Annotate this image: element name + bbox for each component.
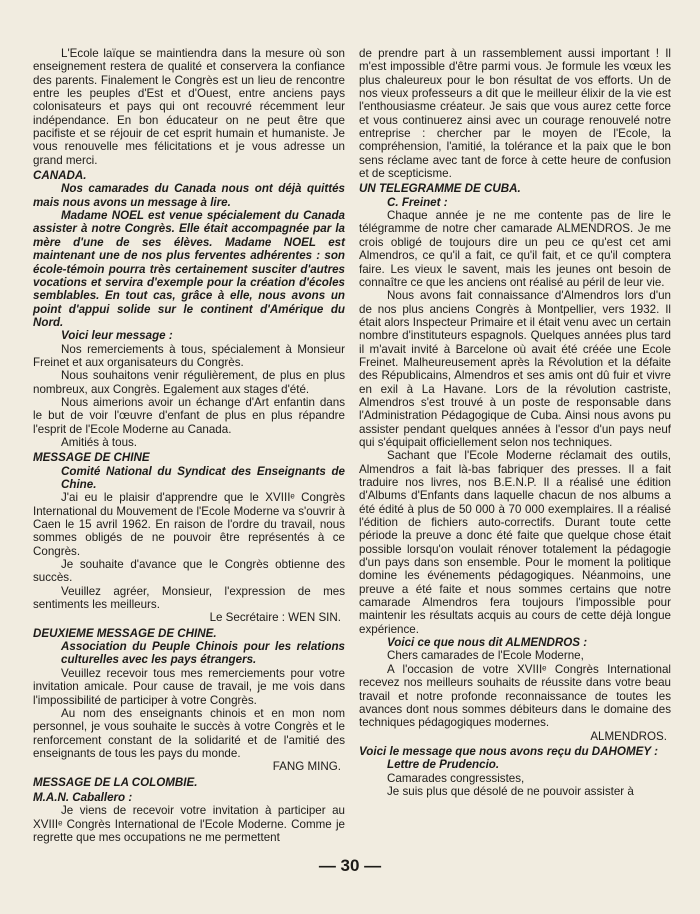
paragraph: Camarades congressistes, (387, 771, 525, 785)
paragraph: Chers camarades de l'Ecole Moderne, (387, 649, 584, 663)
paragraph: ALMENDROS. (590, 729, 667, 743)
paragraph: Au nom des enseignants chinois et en mon nom personnel, je vous souhaite le succès à votre Congrès et le renforcement constant de la solidarité et de l'amitié des enseignants de tous les pays du monde. (33, 706, 345, 760)
paragraph: Comité National du Syndicat des Enseignants de Chine. (61, 464, 345, 491)
paragraph: FANG MING. (272, 760, 341, 774)
paragraph: Je suis plus que désolé de ne pouvoir assister à (387, 784, 634, 798)
paragraph: MESSAGE DE CHINE (33, 451, 150, 465)
page-number: — 30 — (318, 856, 382, 875)
paragraph: Je souhaite d'avance que le Congrès obtienne des succès. (33, 558, 345, 585)
paragraph: Lettre de Prudencio. (387, 758, 500, 772)
paragraph: A l'occasion de votre XVIIIᵉ Congrès International recevez nos meilleurs souhaits de réussite dans votre beau travail et notre profonde reconnaissance de toutes les avances dont nous sommes débiteurs dans le domaine des techniques pédagogiques modernes. (359, 662, 671, 730)
right-column (359, 47, 671, 798)
paragraph: Veuillez recevoir tous mes remerciements pour votre invitation amicale. Pour cause de travail, je me vois dans l'impossibilité de participer à votre Congrès. (33, 666, 345, 707)
left-column (33, 47, 345, 844)
paragraph: DEUXIEME MESSAGE DE CHINE. (33, 626, 217, 640)
paragraph: Sachant que l'Ecole Moderne réclamait des outils, Almendros a fait là-bas fabriquer des presses. Il a fait traduire nos livres, nos B.E.N.P. Il a réalisé une édition d'Albums d'Enfants dans laquelle chacun de nos albums a été édité à plus de 50 000 à 70 000 exemplaires. Il a réalisé l'édition de fichiers auto-correctifs. Durant toute cette période la preuve a donc été faite que quelque chose était possible lorsqu'on voulait rénover totalement la pédagogie d'un pays dans son ensemble. Pour le moment la politique domine les événements pédagogiques. Néanmoins, une preuve a été faite et nous sommes certains que notre camarade Almendros fera toujours l'impossible pour maintenir les résultats acquis au cours de cette déjà longue expérience. (359, 449, 671, 636)
paragraph: Chaque année je ne me contente pas de lire le télégramme de notre cher camarade ALMENDROS. Je me crois obligé de toujours dire un peu ce qu'est cet ami Almendros, ce qu'il a fait, ce qu'il fait, et ce qu'il comptera faire. Les vieux le savent, mais les jeunes ont besoin de connaître ce que les anciens ont réalisé au péril de leur vie. (359, 209, 671, 289)
paragraph: de prendre part à un rassemblement aussi important ! Il m'est impossible d'être parmi vous. Je formule les vœux les plus chaleureux pour le bon résultat de vos efforts. Un de nos vieux professeurs a dit que le meilleur élixir de la vie est l'enthousiasme créateur. Je sais que vous aurez cette force et vous continuerez ainsi avec un courage renouvelé notre entreprise : chercher par le moyen de l'Ecole, la compréhension, l'amitié, la tolérance et la paix que le bon sens réclame avec tant de force à cette heure de confusion et de scepticisme. (359, 47, 671, 181)
paragraph: UN TELEGRAMME DE CUBA. (359, 182, 521, 196)
paragraph: M.A.N. Caballero : (33, 790, 133, 804)
paragraph: CANADA. (33, 169, 87, 183)
paragraph: Voici le message que nous avons reçu du DAHOMEY : (359, 744, 658, 758)
paragraph: Le Secrétaire : WEN SIN. (209, 611, 341, 625)
paragraph: Nos camarades du Canada nous ont déjà quittés mais nous avons un message à lire. (33, 182, 345, 209)
paragraph: Voici leur message : (61, 329, 173, 343)
paragraph: Madame NOEL est venue spécialement du Canada assister à notre Congrès. Elle était accompagnée par la mère d'une de ses élèves. Madame NOEL est maintenant une de nos plus ferventes adhérentes : son école-témoin pourra très certainement susciter d'autres vocations et servira d'exemple pour la création d'écoles semblables. En tout cas, grâce à elle, nous avons un point d'appui solide sur le continent d'Amérique du Nord. (33, 209, 345, 329)
paragraph: Je viens de recevoir votre invitation à participer au XVIIIᵉ Congrès International de l'Ecole Moderne. Comme je regrette que mes occupations ne me permettent (33, 804, 345, 844)
paragraph: Nous aimerions avoir un échange d'Art enfantin dans le but de voir l'œuvre d'enfant de plus en plus répandre l'esprit de l'Ecole Moderne au Canada. (33, 395, 345, 436)
paragraph: Amitiés à tous. (61, 435, 138, 449)
paragraph: C. Freinet : (387, 195, 448, 209)
paragraph: Nous souhaitons venir régulièrement, de plus en plus nombreux, aux Congrès. Egalement aux stages d'été. (33, 369, 345, 396)
paragraph: Veuillez agréer, Monsieur, l'expression de mes sentiments les meilleurs. (33, 584, 345, 612)
paragraph: MESSAGE DE LA COLOMBIE. (33, 775, 198, 789)
paragraph: Voici ce que nous dit ALMENDROS : (387, 636, 588, 650)
paragraph: Nos remerciements à tous, spécialement à Monsieur Freinet et aux organisateurs du Congrès. (33, 342, 345, 369)
paragraph: L'Ecole laïque se maintiendra dans la mesure où son enseignement restera de qualité et conservera la confiance des parents. Finalement le Congrès est un lieu de rencontre entre les peuples d'Est et d'Ouest, entre anciens pays colonisateurs et pays qui ont recouvré récemment leur indépendance. En bon éducateur on ne peut être que pacifiste et se réjouir de cet esprit humain et humaniste. Je vous renouvelle mes félicitations et je vous adresse un grand merci. (33, 47, 345, 167)
paragraph: J'ai eu le plaisir d'apprendre que le XVIIIᵉ Congrès International du Mouvement de l'Ecole Moderne va s'ouvrir à Caen le 15 avril 1962. En raison de l'ordre du travail, nous sommes obligés de ne pouvoir être représentés à ce Congrès. (33, 491, 345, 558)
paragraph: Nous avons fait connaissance d'Almendros lors d'un de nos plus anciens Congrès à Montpellier, vers 1932. Il était alors Inspecteur Primaire et il était venu avec un certain nombre d'instituteurs espagnols. Quelques années plus tard il m'avait invité à Barcelone où avait été créée une Ecole Freinet. Malheureusement après la Révolution et la défaite des Républicains, Almendros et ses amis ont dû fuir et vivre en exil à La Havane. Lors de la révolution castriste, Almendros s'est trouvé à un poste de responsable dans l'Administration Pédagogique de Cuba. Ainsi nous avons pu assister pendant quelques années à l'essor d'un pays neuf qui s'équipait officiellement selon nos techniques. (359, 289, 671, 449)
paragraph: Association du Peuple Chinois pour les relations culturelles avec les pays étrangers. (61, 640, 345, 667)
